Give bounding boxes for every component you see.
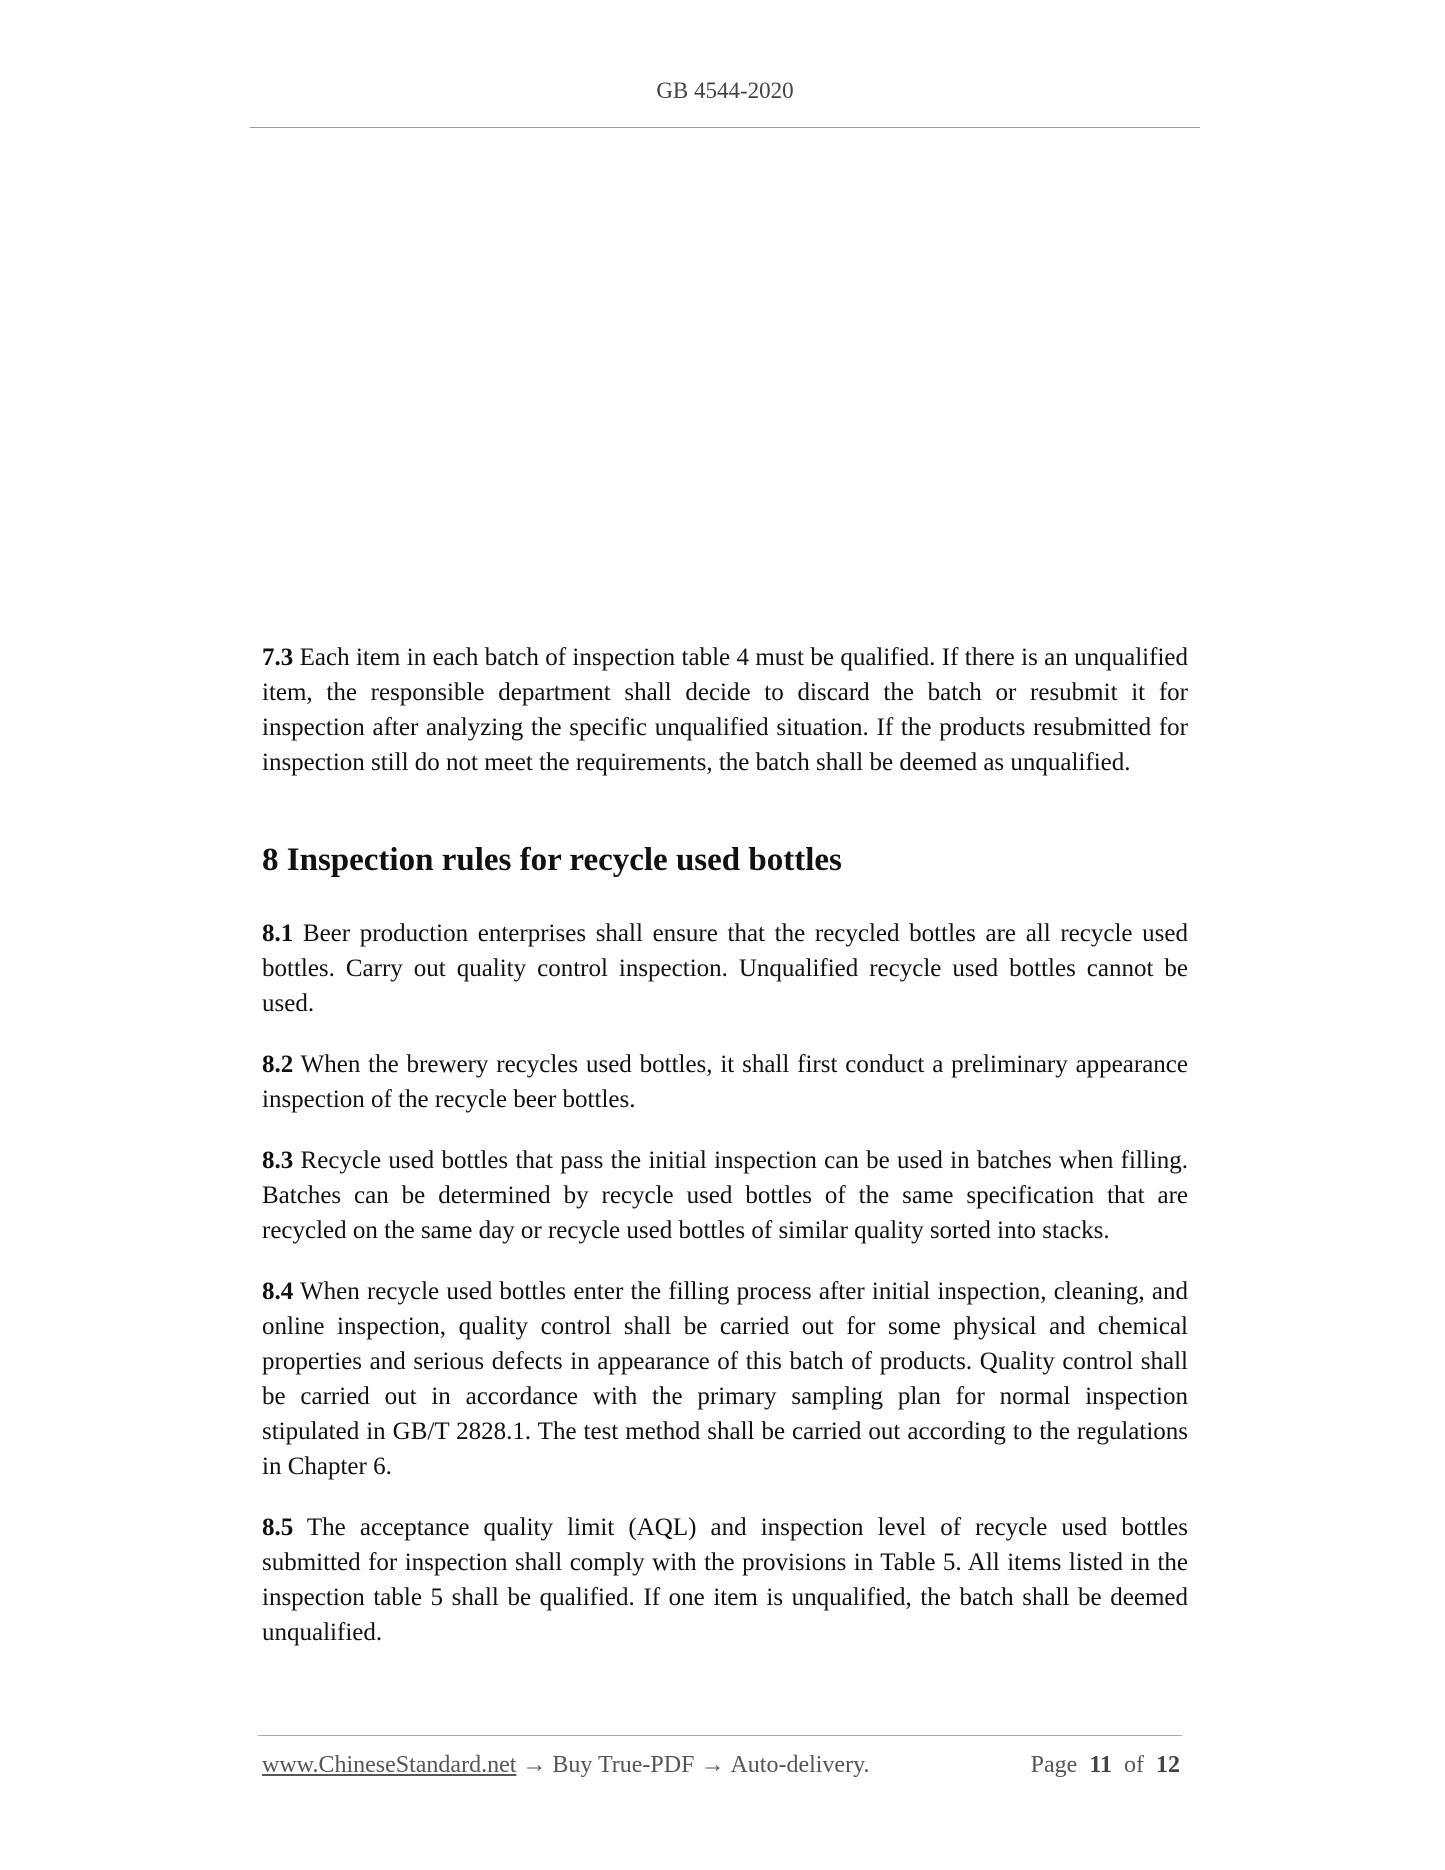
- clause-8-1: [262, 916, 1188, 1021]
- clause-number: 8.5: [262, 1514, 294, 1541]
- clause-7-3: [262, 640, 1188, 780]
- buy-pdf-text: Buy True-PDF: [552, 1752, 695, 1778]
- of-label: of: [1124, 1752, 1144, 1778]
- clause-8-5: [262, 1510, 1188, 1650]
- arrow-right-icon: →: [522, 1752, 547, 1778]
- website-link[interactable]: www.ChineseStandard.net: [262, 1752, 517, 1778]
- document-body: [262, 640, 1188, 1650]
- page-header-title: GB 4544-2020: [656, 78, 794, 103]
- page-total: 12: [1156, 1752, 1180, 1778]
- clause-text: Beer production enterprises shall ensure that the recycled bottles are all recycle used bottles. Carry out quality control inspection. Unqualified recycle used bottles cannot be used.: [262, 920, 1188, 1017]
- page-label: Page: [1030, 1752, 1078, 1778]
- clause-number: 8.1: [262, 920, 294, 947]
- clause-number: 8.2: [262, 1051, 294, 1078]
- footer-promo: [262, 1752, 870, 1779]
- auto-delivery-text: Auto-delivery.: [730, 1752, 870, 1778]
- clause-8-2: [262, 1047, 1188, 1117]
- footer-divider: [258, 1735, 1182, 1736]
- clause-number: 8.4: [262, 1278, 294, 1305]
- arrow-right-icon: →: [700, 1752, 725, 1778]
- clause-number: 7.3: [262, 644, 294, 671]
- clause-8-3: [262, 1143, 1188, 1248]
- clause-text: When recycle used bottles enter the filling process after initial inspection, cleaning, and online inspection, quality control shall be carried out for some physical and chemical properties and serious defects in appearance of this batch of products. Quality control shall be carried out in accordance with the primary sampling plan for normal inspection stipulated in GB/T 2828.1. The test method shall be carried out according to the regulations in Chapter 6.: [262, 1278, 1188, 1480]
- section-heading-8: 8 Inspection rules for recycle used bottles: [262, 842, 842, 878]
- clause-text: When the brewery recycles used bottles, it shall first conduct a preliminary appearance inspection of the recycle beer bottles.: [262, 1051, 1188, 1113]
- page-number: [1031, 1752, 1180, 1779]
- clause-text: Each item in each batch of inspection table 4 must be qualified. If there is an unqualified item, the responsible department shall decide to discard the batch or resubmit it for inspection after analyzing the specific unqualified situation. If the products resubmitted for inspection still do not meet the requirements, the batch shall be deemed as unqualified.: [262, 644, 1188, 776]
- page-current: 11: [1089, 1752, 1112, 1778]
- clause-text: The acceptance quality limit (AQL) and inspection level of recycle used bottles submitted for inspection shall comply with the provisions in Table 5. All items listed in the inspection table 5 shall be qualified. If one item is unqualified, the batch shall be deemed unqualified.: [262, 1514, 1188, 1646]
- header-divider: [250, 127, 1200, 128]
- clause-number: 8.3: [262, 1147, 294, 1174]
- clause-8-4: [262, 1274, 1188, 1484]
- clause-text: Recycle used bottles that pass the initial inspection can be used in batches when filling. Batches can be determined by recycle used bottles of the same specification that are recycled on the same day or recycle used bottles of similar quality sorted into stacks.: [262, 1147, 1188, 1244]
